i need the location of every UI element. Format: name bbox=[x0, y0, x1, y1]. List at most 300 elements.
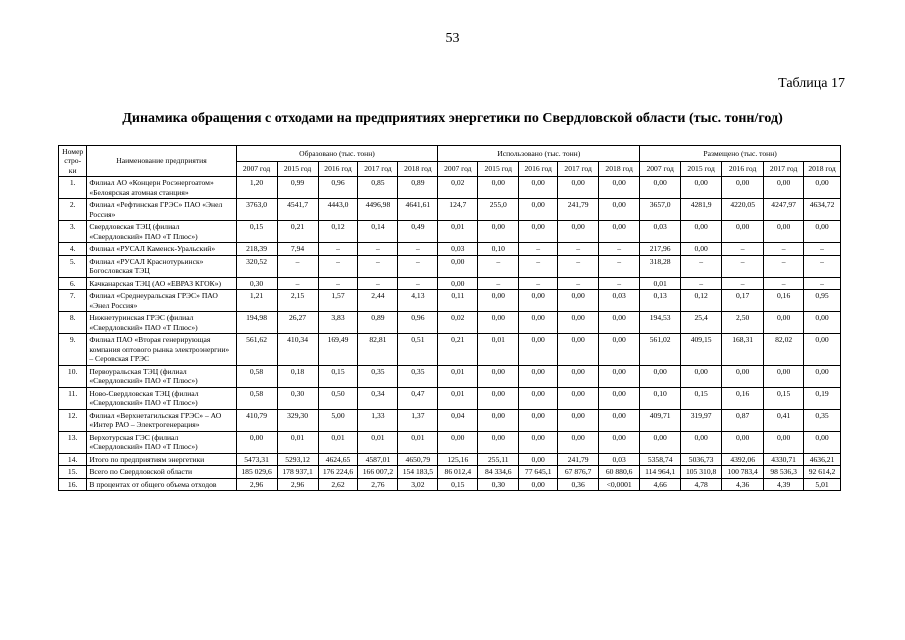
value-cell: 166 007,2 bbox=[358, 466, 398, 478]
value-cell: – bbox=[722, 277, 764, 289]
value-cell: 409,15 bbox=[681, 334, 722, 365]
value-cell: 0,10 bbox=[478, 243, 519, 255]
table-row bbox=[59, 221, 841, 243]
value-cell: 0,00 bbox=[681, 243, 722, 255]
value-cell: 0,01 bbox=[438, 221, 478, 243]
value-cell: 4443,0 bbox=[318, 199, 358, 221]
value-cell: – bbox=[558, 243, 599, 255]
value-cell: 0,00 bbox=[519, 431, 558, 453]
table-row bbox=[59, 478, 841, 490]
row-number: 6. bbox=[59, 277, 87, 289]
value-cell: 0,51 bbox=[398, 334, 438, 365]
value-cell: 82,02 bbox=[764, 334, 804, 365]
value-cell: 0,12 bbox=[681, 290, 722, 312]
value-cell: 0,00 bbox=[519, 290, 558, 312]
table-label: Таблица 17 bbox=[778, 76, 845, 91]
value-cell: 0,00 bbox=[558, 365, 599, 387]
row-number: 13. bbox=[59, 431, 87, 453]
value-cell: 2,96 bbox=[277, 478, 318, 490]
value-cell: 0,00 bbox=[478, 431, 519, 453]
table-row bbox=[59, 177, 841, 199]
value-cell: 2,50 bbox=[722, 312, 764, 334]
value-cell: 0,15 bbox=[438, 478, 478, 490]
table-header bbox=[59, 146, 841, 177]
table-row bbox=[59, 312, 841, 334]
value-cell: 178 937,1 bbox=[277, 466, 318, 478]
value-cell: 0,89 bbox=[358, 312, 398, 334]
value-cell: 0,00 bbox=[764, 431, 804, 453]
value-cell: 3763,0 bbox=[236, 199, 277, 221]
enterprise-name: Ново-Свердловская ТЭЦ (филиал «Свердловский» ПАО «Т Плюс») bbox=[87, 387, 236, 409]
header-year: 2007 год bbox=[236, 161, 277, 177]
value-cell: 0,58 bbox=[236, 365, 277, 387]
row-number: 3. bbox=[59, 221, 87, 243]
header-enterprise-name: Наименование предприятия bbox=[87, 146, 236, 177]
value-cell: 0,00 bbox=[681, 221, 722, 243]
value-cell: 4392,06 bbox=[722, 453, 764, 465]
value-cell: – bbox=[318, 277, 358, 289]
header-year: 2015 год bbox=[681, 161, 722, 177]
header-year: 2017 год bbox=[358, 161, 398, 177]
value-cell: 0,47 bbox=[398, 387, 438, 409]
row-number: 4. bbox=[59, 243, 87, 255]
header-year: 2018 год bbox=[599, 161, 640, 177]
header-year: 2015 год bbox=[478, 161, 519, 177]
value-cell: 3,02 bbox=[398, 478, 438, 490]
value-cell: 0,41 bbox=[764, 409, 804, 431]
value-cell: 4330,71 bbox=[764, 453, 804, 465]
enterprise-name: Филиал АО «Концерн Росэнергоатом» «Белоярская атомная станция» bbox=[87, 177, 236, 199]
header-group-generated: Образовано (тыс. тонн) bbox=[236, 146, 438, 162]
header-year: 2018 год bbox=[804, 161, 841, 177]
value-cell: 0,00 bbox=[519, 478, 558, 490]
value-cell: 0,00 bbox=[558, 290, 599, 312]
table-row bbox=[59, 255, 841, 277]
value-cell: 0,00 bbox=[764, 221, 804, 243]
value-cell: 0,99 bbox=[277, 177, 318, 199]
value-cell: 0,02 bbox=[438, 177, 478, 199]
value-cell: 0,35 bbox=[398, 365, 438, 387]
value-cell: 241,79 bbox=[558, 453, 599, 465]
row-number: 14. bbox=[59, 453, 87, 465]
enterprise-name: Филиал «Рефтинская ГРЭС» ПАО «Энел Россия» bbox=[87, 199, 236, 221]
value-cell: – bbox=[358, 255, 398, 277]
value-cell: 0,30 bbox=[277, 387, 318, 409]
row-number: 5. bbox=[59, 255, 87, 277]
value-cell: 320,52 bbox=[236, 255, 277, 277]
value-cell: – bbox=[804, 255, 841, 277]
row-number: 7. bbox=[59, 290, 87, 312]
value-cell: 100 783,4 bbox=[722, 466, 764, 478]
value-cell: 0,00 bbox=[599, 387, 640, 409]
value-cell: 2,15 bbox=[277, 290, 318, 312]
value-cell: 0,00 bbox=[681, 365, 722, 387]
value-cell: 4634,72 bbox=[804, 199, 841, 221]
value-cell: 5036,73 bbox=[681, 453, 722, 465]
value-cell: 0,01 bbox=[277, 431, 318, 453]
value-cell: – bbox=[558, 255, 599, 277]
value-cell: 329,30 bbox=[277, 409, 318, 431]
value-cell: 92 614,2 bbox=[804, 466, 841, 478]
value-cell: 0,14 bbox=[358, 221, 398, 243]
value-cell: 1,37 bbox=[398, 409, 438, 431]
value-cell: 4247,97 bbox=[764, 199, 804, 221]
value-cell: 4624,65 bbox=[318, 453, 358, 465]
header-year: 2016 год bbox=[722, 161, 764, 177]
value-cell: 410,79 bbox=[236, 409, 277, 431]
value-cell: – bbox=[599, 277, 640, 289]
value-cell: 0,00 bbox=[519, 387, 558, 409]
row-number: 8. bbox=[59, 312, 87, 334]
value-cell: 0,00 bbox=[599, 177, 640, 199]
value-cell: 0,16 bbox=[722, 387, 764, 409]
value-cell: – bbox=[478, 255, 519, 277]
value-cell: 1,33 bbox=[358, 409, 398, 431]
table-row bbox=[59, 453, 841, 465]
value-cell: – bbox=[478, 277, 519, 289]
value-cell: 0,00 bbox=[804, 334, 841, 365]
enterprise-name: Итого по предприятиям энергетики bbox=[87, 453, 236, 465]
document-title: Динамика обращения с отходами на предприятиях энергетики по Свердловской области (тыс. тонн/год) bbox=[122, 111, 783, 126]
value-cell: 0,00 bbox=[804, 365, 841, 387]
value-cell: 0,89 bbox=[398, 177, 438, 199]
value-cell: 2,76 bbox=[358, 478, 398, 490]
value-cell: 0,01 bbox=[398, 431, 438, 453]
value-cell: 0,96 bbox=[318, 177, 358, 199]
value-cell: 0,00 bbox=[599, 409, 640, 431]
value-cell: – bbox=[398, 277, 438, 289]
value-cell: 124,7 bbox=[438, 199, 478, 221]
value-cell: 0,58 bbox=[236, 387, 277, 409]
header-year: 2016 год bbox=[318, 161, 358, 177]
value-cell: 0,19 bbox=[804, 387, 841, 409]
value-cell: 318,28 bbox=[640, 255, 681, 277]
value-cell: 0,49 bbox=[398, 221, 438, 243]
value-cell: 0,00 bbox=[640, 365, 681, 387]
value-cell: 0,00 bbox=[722, 365, 764, 387]
value-cell: 4,36 bbox=[722, 478, 764, 490]
value-cell: 154 183,5 bbox=[398, 466, 438, 478]
waste-table bbox=[58, 145, 841, 491]
header-year: 2017 год bbox=[764, 161, 804, 177]
row-number: 1. bbox=[59, 177, 87, 199]
value-cell: 4541,7 bbox=[277, 199, 318, 221]
value-cell: 176 224,6 bbox=[318, 466, 358, 478]
value-cell: 0,00 bbox=[599, 199, 640, 221]
value-cell: 4,78 bbox=[681, 478, 722, 490]
header-group-used: Использовано (тыс. тонн) bbox=[438, 146, 640, 162]
value-cell: 561,62 bbox=[236, 334, 277, 365]
value-cell: 60 880,6 bbox=[599, 466, 640, 478]
value-cell: 0,00 bbox=[519, 365, 558, 387]
value-cell: 0,00 bbox=[599, 334, 640, 365]
value-cell: – bbox=[681, 277, 722, 289]
value-cell: 0,00 bbox=[478, 221, 519, 243]
table-row bbox=[59, 387, 841, 409]
value-cell: 114 964,1 bbox=[640, 466, 681, 478]
enterprise-name: Всего по Свердловской области bbox=[87, 466, 236, 478]
enterprise-name: В процентах от общего объема отходов bbox=[87, 478, 236, 490]
value-cell: 5473,31 bbox=[236, 453, 277, 465]
row-number: 16. bbox=[59, 478, 87, 490]
value-cell: 0,17 bbox=[722, 290, 764, 312]
row-number: 2. bbox=[59, 199, 87, 221]
value-cell: 4641,61 bbox=[398, 199, 438, 221]
value-cell: – bbox=[277, 255, 318, 277]
value-cell: 0,15 bbox=[236, 221, 277, 243]
table-row bbox=[59, 277, 841, 289]
value-cell: 5,00 bbox=[318, 409, 358, 431]
value-cell: 0,00 bbox=[599, 312, 640, 334]
row-number: 10. bbox=[59, 365, 87, 387]
value-cell: 0,03 bbox=[599, 290, 640, 312]
enterprise-name: Первоуральская ТЭЦ (филиал «Свердловский» ПАО «Т Плюс») bbox=[87, 365, 236, 387]
value-cell: 0,85 bbox=[358, 177, 398, 199]
value-cell: 0,00 bbox=[519, 453, 558, 465]
value-cell: – bbox=[722, 243, 764, 255]
value-cell: 0,12 bbox=[318, 221, 358, 243]
value-cell: 0,00 bbox=[438, 431, 478, 453]
value-cell: 194,98 bbox=[236, 312, 277, 334]
row-number: 12. bbox=[59, 409, 87, 431]
value-cell: 5,01 bbox=[804, 478, 841, 490]
value-cell: 0,00 bbox=[478, 387, 519, 409]
value-cell: 2,44 bbox=[358, 290, 398, 312]
enterprise-name: Филиал ПАО «Вторая генерирующая компания оптового рынка электроэнергии» – Серовская ГРЭС bbox=[87, 334, 236, 365]
value-cell: 255,11 bbox=[478, 453, 519, 465]
value-cell: 0,18 bbox=[277, 365, 318, 387]
value-cell: – bbox=[519, 255, 558, 277]
value-cell: 0,30 bbox=[478, 478, 519, 490]
value-cell: – bbox=[764, 243, 804, 255]
value-cell: 0,35 bbox=[804, 409, 841, 431]
value-cell: 0,13 bbox=[640, 290, 681, 312]
value-cell: 0,00 bbox=[478, 290, 519, 312]
value-cell: 0,10 bbox=[640, 387, 681, 409]
value-cell: 4,13 bbox=[398, 290, 438, 312]
value-cell: 0,03 bbox=[640, 221, 681, 243]
value-cell: 25,4 bbox=[681, 312, 722, 334]
value-cell: 1,21 bbox=[236, 290, 277, 312]
value-cell: 0,15 bbox=[681, 387, 722, 409]
value-cell: 0,00 bbox=[558, 334, 599, 365]
row-number: 9. bbox=[59, 334, 87, 365]
value-cell: 5358,74 bbox=[640, 453, 681, 465]
value-cell: – bbox=[277, 277, 318, 289]
value-cell: 84 334,6 bbox=[478, 466, 519, 478]
header-year: 2018 год bbox=[398, 161, 438, 177]
value-cell: 0,00 bbox=[558, 431, 599, 453]
value-cell: 0,00 bbox=[478, 365, 519, 387]
value-cell: – bbox=[318, 255, 358, 277]
row-number: 15. bbox=[59, 466, 87, 478]
header-group-placed: Размещено (тыс. тонн) bbox=[640, 146, 841, 162]
header-year: 2007 год bbox=[438, 161, 478, 177]
value-cell: 4220,05 bbox=[722, 199, 764, 221]
table-row bbox=[59, 290, 841, 312]
value-cell: 217,96 bbox=[640, 243, 681, 255]
value-cell: 0,03 bbox=[438, 243, 478, 255]
value-cell: 0,01 bbox=[358, 431, 398, 453]
value-cell: 2,62 bbox=[318, 478, 358, 490]
enterprise-name: Филиал «РУСАЛ Каменск-Уральский» bbox=[87, 243, 236, 255]
table-row bbox=[59, 243, 841, 255]
enterprise-name: Верхотурская ГЭС (филиал «Свердловский» ПАО «Т Плюс») bbox=[87, 431, 236, 453]
value-cell: 0,00 bbox=[478, 409, 519, 431]
value-cell: – bbox=[764, 277, 804, 289]
value-cell: 169,49 bbox=[318, 334, 358, 365]
value-cell: 0,01 bbox=[438, 365, 478, 387]
value-cell: 0,96 bbox=[398, 312, 438, 334]
value-cell: – bbox=[358, 243, 398, 255]
value-cell: – bbox=[681, 255, 722, 277]
header-year: 2017 год bbox=[558, 161, 599, 177]
value-cell: 0,34 bbox=[358, 387, 398, 409]
value-cell: 1,20 bbox=[236, 177, 277, 199]
value-cell: 0,00 bbox=[519, 334, 558, 365]
value-cell: 410,34 bbox=[277, 334, 318, 365]
value-cell: 0,04 bbox=[438, 409, 478, 431]
enterprise-name: Филиал «Среднеуральская ГРЭС» ПАО «Энел Россия» bbox=[87, 290, 236, 312]
value-cell: – bbox=[804, 243, 841, 255]
value-cell: <0,0001 bbox=[599, 478, 640, 490]
value-cell: – bbox=[764, 255, 804, 277]
value-cell: 0,11 bbox=[438, 290, 478, 312]
value-cell: – bbox=[519, 243, 558, 255]
value-cell: 125,16 bbox=[438, 453, 478, 465]
value-cell: 168,31 bbox=[722, 334, 764, 365]
value-cell: 0,00 bbox=[599, 431, 640, 453]
value-cell: 67 876,7 bbox=[558, 466, 599, 478]
value-cell: 0,00 bbox=[804, 221, 841, 243]
value-cell: 0,03 bbox=[599, 453, 640, 465]
value-cell: 241,79 bbox=[558, 199, 599, 221]
value-cell: 0,00 bbox=[519, 177, 558, 199]
value-cell: 0,01 bbox=[478, 334, 519, 365]
value-cell: 86 012,4 bbox=[438, 466, 478, 478]
table-row bbox=[59, 409, 841, 431]
header-year: 2007 год bbox=[640, 161, 681, 177]
value-cell: 0,00 bbox=[558, 221, 599, 243]
value-cell: 218,39 bbox=[236, 243, 277, 255]
value-cell: 0,35 bbox=[358, 365, 398, 387]
value-cell: 0,21 bbox=[277, 221, 318, 243]
row-number: 11. bbox=[59, 387, 87, 409]
value-cell: – bbox=[722, 255, 764, 277]
value-cell: – bbox=[398, 243, 438, 255]
value-cell: 0,00 bbox=[804, 177, 841, 199]
value-cell: 0,00 bbox=[764, 365, 804, 387]
value-cell: 0,00 bbox=[764, 312, 804, 334]
value-cell: – bbox=[398, 255, 438, 277]
value-cell: – bbox=[519, 277, 558, 289]
value-cell: – bbox=[599, 243, 640, 255]
header-row-number: Номер стро-ки bbox=[59, 146, 87, 177]
enterprise-name: Нижнетуринская ГРЭС (филиал «Свердловский» ПАО «Т Плюс») bbox=[87, 312, 236, 334]
value-cell: 4,39 bbox=[764, 478, 804, 490]
value-cell: 4,66 bbox=[640, 478, 681, 490]
value-cell: 0,01 bbox=[318, 431, 358, 453]
enterprise-name: Качканарская ТЭЦ (АО «ЕВРАЗ КГОК») bbox=[87, 277, 236, 289]
value-cell: 0,00 bbox=[599, 221, 640, 243]
page-number: 53 bbox=[445, 31, 460, 46]
value-cell: 0,00 bbox=[681, 177, 722, 199]
value-cell: 0,00 bbox=[478, 312, 519, 334]
value-cell: 0,00 bbox=[764, 177, 804, 199]
value-cell: 185 029,6 bbox=[236, 466, 277, 478]
value-cell: 4587,01 bbox=[358, 453, 398, 465]
table-row bbox=[59, 431, 841, 453]
value-cell: 7,94 bbox=[277, 243, 318, 255]
value-cell: 409,71 bbox=[640, 409, 681, 431]
value-cell: 82,81 bbox=[358, 334, 398, 365]
enterprise-name: Филиал «РУСАЛ Краснотурьинск» Богословская ТЭЦ bbox=[87, 255, 236, 277]
value-cell: – bbox=[599, 255, 640, 277]
header-year: 2015 год bbox=[277, 161, 318, 177]
value-cell: 319,97 bbox=[681, 409, 722, 431]
value-cell: 0,16 bbox=[764, 290, 804, 312]
enterprise-name: Филиал «Верхнетагильская ГРЭС» – АО «Интер РАО – Электрогенерация» bbox=[87, 409, 236, 431]
value-cell: 77 645,1 bbox=[519, 466, 558, 478]
table-body bbox=[59, 177, 841, 491]
value-cell: 0,00 bbox=[722, 431, 764, 453]
value-cell: 0,00 bbox=[438, 255, 478, 277]
value-cell: 0,21 bbox=[438, 334, 478, 365]
value-cell: 0,15 bbox=[318, 365, 358, 387]
value-cell: 561,02 bbox=[640, 334, 681, 365]
value-cell: 194,53 bbox=[640, 312, 681, 334]
value-cell: 0,00 bbox=[804, 312, 841, 334]
value-cell: 255,0 bbox=[478, 199, 519, 221]
value-cell: – bbox=[804, 277, 841, 289]
value-cell: 4650,79 bbox=[398, 453, 438, 465]
value-cell: 0,00 bbox=[519, 221, 558, 243]
value-cell: 0,01 bbox=[640, 277, 681, 289]
value-cell: 3657,0 bbox=[640, 199, 681, 221]
value-cell: 4636,21 bbox=[804, 453, 841, 465]
value-cell: 2,96 bbox=[236, 478, 277, 490]
value-cell: 5293,12 bbox=[277, 453, 318, 465]
value-cell: – bbox=[558, 277, 599, 289]
value-cell: 0,01 bbox=[438, 387, 478, 409]
table-row bbox=[59, 199, 841, 221]
value-cell: 105 310,8 bbox=[681, 466, 722, 478]
value-cell: – bbox=[358, 277, 398, 289]
value-cell: 0,00 bbox=[722, 177, 764, 199]
value-cell: 0,00 bbox=[558, 409, 599, 431]
value-cell: – bbox=[318, 243, 358, 255]
value-cell: 0,00 bbox=[640, 431, 681, 453]
value-cell: 98 536,3 bbox=[764, 466, 804, 478]
value-cell: 0,36 bbox=[558, 478, 599, 490]
value-cell: 0,00 bbox=[519, 409, 558, 431]
value-cell: 0,50 bbox=[318, 387, 358, 409]
value-cell: 26,27 bbox=[277, 312, 318, 334]
table-row bbox=[59, 334, 841, 365]
value-cell: 0,00 bbox=[478, 177, 519, 199]
table-row bbox=[59, 365, 841, 387]
value-cell: 0,95 bbox=[804, 290, 841, 312]
value-cell: 0,87 bbox=[722, 409, 764, 431]
enterprise-name: Свердловская ТЭЦ (филиал «Свердловский» ПАО «Т Плюс») bbox=[87, 221, 236, 243]
value-cell: 0,15 bbox=[764, 387, 804, 409]
value-cell: 0,00 bbox=[438, 277, 478, 289]
header-year: 2016 год bbox=[519, 161, 558, 177]
value-cell: 0,00 bbox=[558, 312, 599, 334]
value-cell: 0,00 bbox=[236, 431, 277, 453]
value-cell: 0,00 bbox=[558, 177, 599, 199]
value-cell: 1,57 bbox=[318, 290, 358, 312]
